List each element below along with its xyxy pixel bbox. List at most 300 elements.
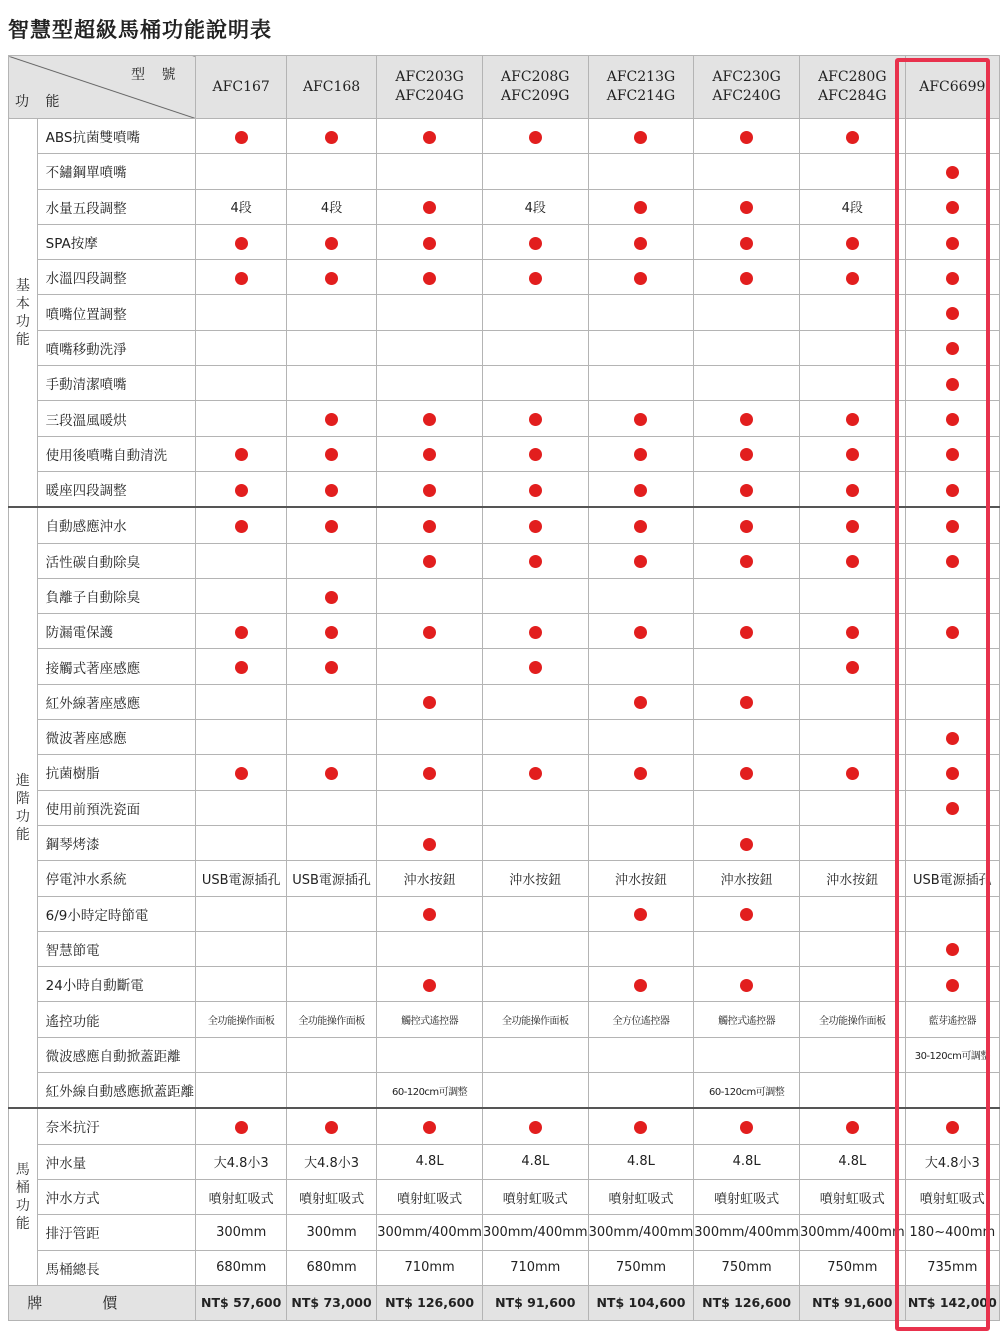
empty-cell (588, 790, 694, 825)
feature-value: USB電源插孔 (286, 861, 376, 896)
feature-included-dot-icon (529, 131, 542, 144)
feature-name: 鋼琴烤漆 (37, 825, 196, 860)
empty-cell (588, 295, 694, 330)
feature-cell (286, 649, 376, 684)
feature-included-dot-icon (740, 413, 753, 426)
feature-cell (196, 649, 286, 684)
feature-value: 全功能操作面板 (196, 1002, 286, 1037)
feature-included-dot-icon (325, 237, 338, 250)
empty-cell (482, 1037, 588, 1072)
feature-cell (905, 1108, 999, 1144)
price-value: NT$ 73,000 (286, 1285, 376, 1320)
feature-included-dot-icon (634, 448, 647, 461)
table-row (9, 825, 1000, 860)
feature-included-dot-icon (235, 767, 248, 780)
feature-value: USB電源插孔 (196, 861, 286, 896)
feature-cell (286, 260, 376, 295)
feature-cell (905, 720, 999, 755)
empty-cell (286, 790, 376, 825)
model-name: AFC213G (606, 69, 676, 85)
feature-cell (694, 684, 800, 719)
feature-cell (286, 471, 376, 507)
feature-value: 噴射虹吸式 (482, 1179, 588, 1214)
feature-cell (799, 119, 905, 154)
table-row (9, 1002, 1000, 1037)
empty-cell (196, 366, 286, 401)
model-header-afc168 (286, 56, 376, 119)
feature-included-dot-icon (740, 696, 753, 709)
empty-cell (286, 931, 376, 966)
category-label: 進階功能 (9, 507, 38, 1108)
price-value: NT$ 57,600 (196, 1285, 286, 1320)
feature-cell (905, 543, 999, 578)
feature-cell (588, 507, 694, 543)
feature-value: 噴射虹吸式 (588, 1179, 694, 1214)
empty-cell (482, 790, 588, 825)
feature-included-dot-icon (325, 1121, 338, 1134)
table-row (9, 1179, 1000, 1214)
feature-cell (905, 401, 999, 436)
feature-cell (694, 119, 800, 154)
price-value: NT$ 91,600 (799, 1285, 905, 1320)
category-label: 基本功能 (9, 119, 38, 508)
feature-value: 噴射虹吸式 (799, 1179, 905, 1214)
table-row (9, 1037, 1000, 1072)
table-row (9, 189, 1000, 224)
table-row (9, 436, 1000, 471)
empty-cell (799, 295, 905, 330)
table-row (9, 330, 1000, 365)
empty-cell (196, 1073, 286, 1109)
feature-value: 噴射虹吸式 (694, 1179, 800, 1214)
empty-cell (694, 366, 800, 401)
feature-cell (694, 436, 800, 471)
page-title: 智慧型超級馬桶功能說明表 (8, 18, 272, 42)
empty-cell (377, 330, 483, 365)
feature-cell (377, 684, 483, 719)
table-row (9, 649, 1000, 684)
empty-cell (286, 330, 376, 365)
feature-included-dot-icon (423, 1121, 436, 1134)
feature-value: 680mm (286, 1250, 376, 1285)
feature-cell (799, 507, 905, 543)
feature-cell (905, 189, 999, 224)
table-row (9, 366, 1000, 401)
feature-value: 300mm/400mm (588, 1215, 694, 1250)
feature-name: 智慧節電 (37, 931, 196, 966)
feature-name: 微波感應自動掀蓋距離 (37, 1037, 196, 1072)
empty-cell (799, 366, 905, 401)
feature-cell (588, 189, 694, 224)
feature-included-dot-icon (423, 520, 436, 533)
feature-value: 4.8L (694, 1144, 800, 1179)
feature-included-dot-icon (846, 661, 859, 674)
table-row (9, 578, 1000, 613)
empty-cell (694, 931, 800, 966)
feature-included-dot-icon (423, 696, 436, 709)
empty-cell (694, 578, 800, 613)
feature-included-dot-icon (325, 413, 338, 426)
table-row (9, 931, 1000, 966)
empty-cell (905, 649, 999, 684)
empty-cell (286, 720, 376, 755)
feature-cell (694, 507, 800, 543)
feature-cell (377, 614, 483, 649)
feature-included-dot-icon (740, 201, 753, 214)
feature-cell (588, 684, 694, 719)
feature-value: 4.8L (588, 1144, 694, 1179)
feature-included-dot-icon (634, 131, 647, 144)
empty-cell (377, 1037, 483, 1072)
feature-included-dot-icon (423, 555, 436, 568)
feature-cell (799, 614, 905, 649)
feature-value: USB電源插孔 (905, 861, 999, 896)
empty-cell (694, 1037, 800, 1072)
feature-included-dot-icon (325, 272, 338, 285)
feature-included-dot-icon (235, 272, 248, 285)
feature-cell (196, 471, 286, 507)
empty-cell (482, 330, 588, 365)
feature-cell (905, 154, 999, 189)
feature-value: 觸控式遙控器 (377, 1002, 483, 1037)
feature-included-dot-icon (423, 413, 436, 426)
feature-included-dot-icon (946, 626, 959, 639)
empty-cell (377, 578, 483, 613)
header-row (9, 56, 1000, 119)
feature-value: 沖水按鈕 (799, 861, 905, 896)
table-row (9, 967, 1000, 1002)
feature-cell (196, 507, 286, 543)
feature-name: 使用後噴嘴自動清洗 (37, 436, 196, 471)
model-name: AFC208G (501, 69, 570, 85)
feature-included-dot-icon (325, 484, 338, 497)
feature-value: 全功能操作面板 (799, 1002, 905, 1037)
feature-cell (286, 1108, 376, 1144)
feature-cell (482, 1108, 588, 1144)
feature-cell (905, 224, 999, 259)
feature-included-dot-icon (423, 838, 436, 851)
feature-cell (482, 119, 588, 154)
feature-value: 300mm/400mm (694, 1215, 800, 1250)
empty-cell (799, 790, 905, 825)
feature-included-dot-icon (740, 131, 753, 144)
table-row (9, 684, 1000, 719)
feature-name: 活性碳自動除臭 (37, 543, 196, 578)
empty-cell (482, 366, 588, 401)
feature-cell (377, 260, 483, 295)
feature-included-dot-icon (946, 979, 959, 992)
feature-cell (482, 543, 588, 578)
empty-cell (286, 543, 376, 578)
feature-cell (377, 755, 483, 790)
empty-cell (799, 931, 905, 966)
feature-included-dot-icon (740, 979, 753, 992)
empty-cell (588, 649, 694, 684)
model-name: AFC230G (712, 69, 781, 85)
feature-cell (905, 436, 999, 471)
empty-cell (196, 154, 286, 189)
feature-included-dot-icon (423, 979, 436, 992)
feature-included-dot-icon (529, 1121, 542, 1134)
feature-name: 不鏽鋼單噴嘴 (37, 154, 196, 189)
feature-included-dot-icon (634, 979, 647, 992)
feature-value: 4段 (482, 189, 588, 224)
feature-value: 全方位遙控器 (588, 1002, 694, 1037)
feature-value: 300mm (196, 1215, 286, 1250)
feature-cell (482, 260, 588, 295)
feature-cell (377, 825, 483, 860)
table-body (9, 119, 1000, 1286)
empty-cell (196, 967, 286, 1002)
table-row (9, 896, 1000, 931)
price-value: NT$ 142,000 (905, 1285, 999, 1320)
empty-cell (377, 649, 483, 684)
model-name: AFC214G (606, 88, 676, 104)
table-row (9, 154, 1000, 189)
feature-included-dot-icon (325, 520, 338, 533)
feature-value: 750mm (694, 1250, 800, 1285)
feature-name: 水量五段調整 (37, 189, 196, 224)
empty-cell (799, 896, 905, 931)
feature-included-dot-icon (946, 767, 959, 780)
feature-cell (286, 755, 376, 790)
feature-cell (799, 755, 905, 790)
price-value: NT$ 104,600 (588, 1285, 694, 1320)
feature-cell (799, 543, 905, 578)
model-header-afc203g (377, 56, 483, 119)
feature-included-dot-icon (946, 237, 959, 250)
price-value: NT$ 91,600 (482, 1285, 588, 1320)
feature-cell (905, 260, 999, 295)
feature-included-dot-icon (529, 413, 542, 426)
feature-value: 藍芽遙控器 (905, 1002, 999, 1037)
feature-cell (905, 366, 999, 401)
feature-cell (694, 189, 800, 224)
feature-included-dot-icon (325, 591, 338, 604)
feature-included-dot-icon (740, 555, 753, 568)
empty-cell (196, 825, 286, 860)
feature-cell (482, 755, 588, 790)
feature-included-dot-icon (325, 767, 338, 780)
feature-included-dot-icon (325, 131, 338, 144)
feature-name: 排汙管距 (37, 1215, 196, 1250)
feature-value: 大4.8小3 (905, 1144, 999, 1179)
feature-name: 紅外線自動感應掀蓋距離 (37, 1073, 196, 1109)
model-header-afc167 (196, 56, 286, 119)
feature-cell (377, 189, 483, 224)
feature-name: 抗菌樹脂 (37, 755, 196, 790)
feature-name: 馬桶總長 (37, 1250, 196, 1285)
feature-included-dot-icon (846, 520, 859, 533)
empty-cell (694, 154, 800, 189)
feature-name: 使用前預洗瓷面 (37, 790, 196, 825)
feature-cell (905, 755, 999, 790)
empty-cell (286, 967, 376, 1002)
table-row (9, 755, 1000, 790)
feature-cell (905, 507, 999, 543)
feature-included-dot-icon (740, 272, 753, 285)
feature-included-dot-icon (946, 520, 959, 533)
feature-included-dot-icon (846, 1121, 859, 1134)
feature-value: 4.8L (377, 1144, 483, 1179)
feature-name: 微波著座感應 (37, 720, 196, 755)
feature-included-dot-icon (946, 484, 959, 497)
empty-cell (482, 578, 588, 613)
table-row (9, 260, 1000, 295)
feature-value: 沖水按鈕 (588, 861, 694, 896)
empty-cell (588, 578, 694, 613)
empty-cell (377, 931, 483, 966)
feature-name: 自動感應沖水 (37, 507, 196, 543)
feature-included-dot-icon (846, 448, 859, 461)
feature-value: 60-120cm可調整 (377, 1073, 483, 1109)
price-label: 牌價 (9, 1285, 196, 1320)
empty-cell (482, 967, 588, 1002)
empty-cell (286, 1073, 376, 1109)
feature-name: 沖水方式 (37, 1179, 196, 1214)
feature-cell (588, 755, 694, 790)
feature-cell (482, 507, 588, 543)
empty-cell (196, 543, 286, 578)
model-header-afc6699 (905, 56, 999, 119)
empty-cell (799, 825, 905, 860)
feature-included-dot-icon (634, 555, 647, 568)
feature-cell (588, 224, 694, 259)
feature-cell (588, 614, 694, 649)
feature-included-dot-icon (946, 342, 959, 355)
feature-cell (377, 436, 483, 471)
model-name: AFC240G (712, 88, 781, 104)
feature-value: 750mm (588, 1250, 694, 1285)
feature-value: 300mm (286, 1215, 376, 1250)
feature-included-dot-icon (946, 943, 959, 956)
feature-cell (377, 896, 483, 931)
feature-value: 4段 (286, 189, 376, 224)
table-row (9, 543, 1000, 578)
feature-cell (377, 1108, 483, 1144)
empty-cell (482, 720, 588, 755)
model-name: AFC203G (395, 69, 464, 85)
empty-cell (286, 366, 376, 401)
empty-cell (377, 295, 483, 330)
feature-cell (377, 401, 483, 436)
feature-value: 沖水按鈕 (482, 861, 588, 896)
feature-cell (286, 401, 376, 436)
empty-cell (286, 896, 376, 931)
empty-cell (377, 790, 483, 825)
empty-cell (196, 684, 286, 719)
feature-cell (588, 260, 694, 295)
feature-cell (694, 614, 800, 649)
table-row (9, 401, 1000, 436)
feature-name: 接觸式著座感應 (37, 649, 196, 684)
feature-included-dot-icon (740, 448, 753, 461)
feature-included-dot-icon (423, 484, 436, 497)
feature-included-dot-icon (946, 555, 959, 568)
model-name: AFC209G (501, 88, 570, 104)
feature-cell (286, 507, 376, 543)
feature-cell (196, 436, 286, 471)
feature-value: 4.8L (799, 1144, 905, 1179)
feature-cell (588, 436, 694, 471)
table-row (9, 224, 1000, 259)
feature-included-dot-icon (846, 626, 859, 639)
empty-cell (377, 154, 483, 189)
feature-cell (799, 649, 905, 684)
feature-cell (196, 755, 286, 790)
table-row (9, 1108, 1000, 1144)
feature-value: 710mm (377, 1250, 483, 1285)
feature-value: 180~400mm (905, 1215, 999, 1250)
feature-cell (286, 119, 376, 154)
table-row (9, 614, 1000, 649)
table-row (9, 1073, 1000, 1109)
feature-included-dot-icon (235, 626, 248, 639)
empty-cell (905, 119, 999, 154)
feature-value: 300mm/400mm (482, 1215, 588, 1250)
feature-included-dot-icon (423, 626, 436, 639)
feature-included-dot-icon (423, 201, 436, 214)
model-name: AFC204G (395, 88, 464, 104)
feature-included-dot-icon (634, 520, 647, 533)
empty-cell (286, 295, 376, 330)
feature-value: 噴射虹吸式 (377, 1179, 483, 1214)
feature-cell (482, 649, 588, 684)
empty-cell (694, 330, 800, 365)
feature-included-dot-icon (634, 696, 647, 709)
empty-cell (588, 931, 694, 966)
feature-included-dot-icon (634, 201, 647, 214)
table-row (9, 720, 1000, 755)
feature-value: 沖水按鈕 (694, 861, 800, 896)
feature-cell (196, 614, 286, 649)
feature-included-dot-icon (325, 626, 338, 639)
price-value: NT$ 126,600 (694, 1285, 800, 1320)
empty-cell (482, 1073, 588, 1109)
feature-value: 750mm (799, 1250, 905, 1285)
feature-included-dot-icon (846, 272, 859, 285)
empty-cell (196, 720, 286, 755)
empty-cell (196, 1037, 286, 1072)
empty-cell (799, 578, 905, 613)
feature-included-dot-icon (235, 131, 248, 144)
feature-cell (694, 471, 800, 507)
feature-included-dot-icon (946, 1121, 959, 1134)
feature-cell (482, 436, 588, 471)
feature-included-dot-icon (946, 732, 959, 745)
feature-cell (694, 755, 800, 790)
feature-cell (196, 260, 286, 295)
empty-cell (196, 578, 286, 613)
feature-included-dot-icon (846, 555, 859, 568)
empty-cell (588, 1037, 694, 1072)
empty-cell (905, 1073, 999, 1109)
feature-cell (377, 507, 483, 543)
feature-cell (694, 896, 800, 931)
empty-cell (588, 825, 694, 860)
empty-cell (799, 1037, 905, 1072)
price-row (9, 1285, 1000, 1320)
feature-name: 水溫四段調整 (37, 260, 196, 295)
empty-cell (482, 931, 588, 966)
feature-cell (377, 967, 483, 1002)
feature-included-dot-icon (634, 413, 647, 426)
feature-cell (905, 295, 999, 330)
feature-value: 300mm/400mm (377, 1215, 483, 1250)
feature-cell (799, 260, 905, 295)
feature-cell (905, 967, 999, 1002)
feature-cell (482, 401, 588, 436)
